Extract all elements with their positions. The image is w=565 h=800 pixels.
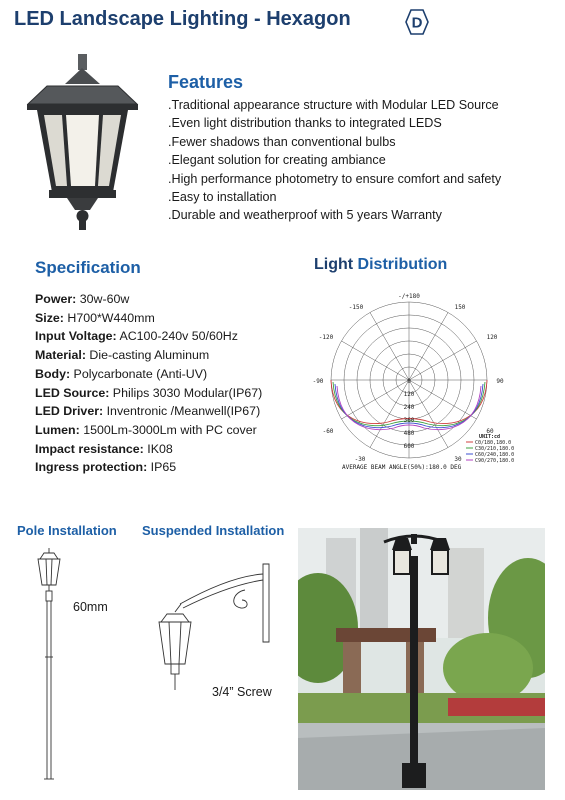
radial-label: 240 xyxy=(403,404,415,411)
angle-label: -150 xyxy=(348,304,364,311)
suspended-heading-main: Suspended xyxy=(142,523,213,538)
garden-installation-photo xyxy=(298,528,545,790)
angle-label: -120 xyxy=(318,334,334,341)
feature-item: .Fewer shadows than conventional bulbs xyxy=(168,134,396,149)
spec-label: Ingress protection: xyxy=(35,460,148,475)
legend-item: C0/180,180.0 xyxy=(475,440,512,446)
spec-value: IP65 xyxy=(147,460,177,475)
angle-label: 120 xyxy=(486,334,498,341)
angle-label: 150 xyxy=(454,304,466,311)
hexagon-badge-icon xyxy=(405,9,429,35)
spec-row-input-voltage xyxy=(35,327,262,346)
spec-label: Impact resistance: xyxy=(35,441,144,456)
spec-value: Polycarbonate (Anti-UV) xyxy=(70,366,208,381)
feature-item: .Easy to installation xyxy=(168,190,277,205)
spec-value: 30w-60w xyxy=(76,292,130,306)
legend-item: C60/240,180.0 xyxy=(475,452,515,458)
pole-heading-main: Pole xyxy=(17,523,45,538)
unit-label: UNIT:cd xyxy=(479,434,501,440)
spec-value: Inventronic /Meanwell(IP67) xyxy=(103,404,261,419)
spec-label: Input Voltage: xyxy=(35,329,117,344)
legend-item: C90/270,180.0 xyxy=(475,458,515,463)
spec-row-body xyxy=(35,365,262,384)
suspended-heading-sub: Installation xyxy=(212,523,285,538)
feature-item: .Traditional appearance structure with Modular LED Source xyxy=(168,98,499,112)
spec-row-lumen xyxy=(35,421,262,440)
spec-row-impact-resistance xyxy=(35,440,262,459)
spec-row-ingress-protection xyxy=(35,458,262,477)
feature-item: .Even light distribution thanks to integrated LEDS xyxy=(168,116,442,131)
suspended-installation-sketch xyxy=(145,560,270,700)
angle-label: 90 xyxy=(496,378,504,385)
badge-letter: D xyxy=(411,14,423,32)
legend-item: C30/210,180.0 xyxy=(475,446,515,452)
spec-row-led-driver xyxy=(35,402,262,421)
pole-installation-sketch xyxy=(28,547,70,787)
radial-label: 120 xyxy=(403,391,415,398)
distribution-legend xyxy=(466,434,514,463)
radial-label: 360 xyxy=(403,417,415,424)
angle-label: 60 xyxy=(486,428,494,435)
angle-label: 30 xyxy=(454,456,462,463)
spec-label: LED Source: xyxy=(35,385,110,400)
light-distribution-heading-main: Light xyxy=(314,256,354,273)
light-distribution-heading-sub: Distribution xyxy=(353,256,448,273)
polar-distribution-diagram xyxy=(308,287,522,463)
spec-row-power xyxy=(35,290,262,309)
pole-heading-sub: Installation xyxy=(44,523,117,538)
feature-item: .Durable and weatherproof with 5 years Warranty xyxy=(168,208,442,223)
suspended-installation-heading xyxy=(142,523,284,538)
feature-item: .Elegant solution for creating ambiance xyxy=(168,153,386,168)
page-title: LED Landscape Lighting - Hexagon xyxy=(14,8,351,30)
angle-label: -90 xyxy=(312,378,324,385)
spec-value: IK08 xyxy=(143,441,173,456)
radial-label: 0 xyxy=(407,378,411,385)
pole-size-label: 60mm xyxy=(73,600,108,614)
spec-label: Material: xyxy=(35,348,86,363)
spec-label: LED Driver: xyxy=(35,404,104,419)
spec-label: Power: xyxy=(35,292,77,306)
spec-label: Lumen: xyxy=(35,422,80,437)
spec-row-led-source xyxy=(35,384,262,403)
spec-label: Body: xyxy=(35,366,71,381)
angle-label: -/+180 xyxy=(398,293,420,300)
features-list xyxy=(168,96,501,225)
beam-angle-footer: AVERAGE BEAM ANGLE(50%):180.0 DEG xyxy=(342,464,462,471)
spec-value: AC100-240v 50/60Hz xyxy=(116,329,238,344)
feature-item: .High performance photometry to ensure comfort and safety xyxy=(168,171,502,186)
spec-value: 1500Lm-3000Lm with PC cover xyxy=(79,422,257,437)
spec-value: H700*W440mm xyxy=(63,310,155,325)
features-heading: Features xyxy=(168,72,244,92)
specification-list xyxy=(35,290,262,477)
radial-label: 600 xyxy=(403,443,415,450)
angle-label: -30 xyxy=(354,456,366,463)
screw-size-label: 3/4” Screw xyxy=(212,685,272,699)
spec-label: Size: xyxy=(35,310,64,325)
spec-row-size xyxy=(35,309,262,328)
specification-heading: Specification xyxy=(35,258,141,277)
angle-label: -60 xyxy=(322,428,334,435)
lantern-product-image xyxy=(25,52,140,232)
radial-label: 480 xyxy=(403,430,415,437)
pole-installation-heading xyxy=(17,523,117,538)
spec-value: Philips 3030 Modular(IP67) xyxy=(109,385,263,400)
spec-value: Die-casting Aluminum xyxy=(85,348,210,363)
spec-row-material xyxy=(35,346,262,365)
light-distribution-heading xyxy=(314,256,447,274)
